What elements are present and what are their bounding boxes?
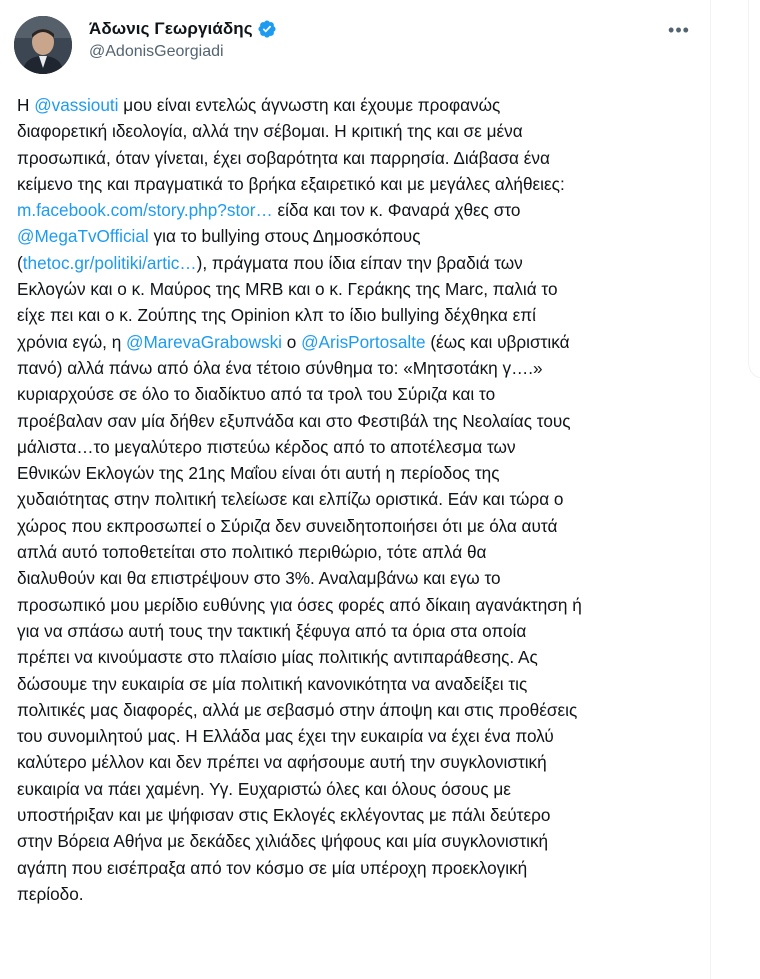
tweet-text-line <box>17 592 703 618</box>
tweet-text-line <box>17 723 703 749</box>
tweet-text-segment: για να σπάσω αυτή τους την τακτική ξέφυγα από τα όρια στα οποία <box>17 620 527 641</box>
tweet-text-segment: υποστήριξαν και με ψήφισαν στις Εκλογές εκλέγοντας με πάλι δεύτερο <box>17 805 551 826</box>
tweet-text-segment: αγάπη που εισέπραξα από τον κόσμο σε μία υπέροχη προεκλογική <box>17 857 528 878</box>
tweet-text-segment: χυδαιότητας στην πολιτική τελείωσε και ελπίζω οριστικά. Εάν και τώρα ο <box>17 489 564 510</box>
tweet-text-segment: ευκαιρία να πάει χαμένη. Υγ. Ευχαριστώ όλες και όλους όσους με <box>17 778 511 799</box>
tweet-text-line <box>17 776 703 802</box>
tweet-text-segment: πολιτικές μας διαφορές, αλλά με σεβασμό στην άποψη και στις προθέσεις <box>17 699 578 720</box>
tweet-text-segment: χρόνια εγώ, η <box>17 331 127 352</box>
tweet-text-line <box>17 802 703 828</box>
tweet-text-segment: πανό) αλλά πάνω από όλα ένα τέτοιο σύνθημα το: «Μητσοτάκη γ….» <box>17 357 543 378</box>
tweet-text-line <box>17 118 703 144</box>
tweet-text-segment: είδα και τον κ. Φαναρά χθες στο <box>272 200 521 221</box>
tweet-text-segment: για το bullying στους Δημοσκόπους <box>148 226 421 247</box>
tweet-text-segment: κείμενο της και πραγματικά το βρήκα εξαιρετικό και με μεγάλες αλήθειες: <box>17 173 565 194</box>
tweet-text-line <box>17 302 703 328</box>
verified-badge-icon[interactable] <box>257 19 277 39</box>
tweet-text-segment: ), πράγματα που ίδια είπαν την βραδιά των <box>196 252 523 273</box>
tweet-text-segment: κυριαρχούσε σε όλο το διαδίκτυο από τα τρολ του Σύριζα και το <box>17 384 496 405</box>
tweet-text-line <box>17 513 703 539</box>
sidebar-card <box>748 0 760 379</box>
tweet-text-line <box>17 565 703 591</box>
tweet-text-segment: προσωπικά, όταν γίνεται, έχει σοβαρότητα και παρρησία. Διάβασα ένα <box>17 147 550 168</box>
tweet-text-segment: στην Βόρεια Αθήνα με δεκάδες χιλιάδες ψήφους και μία συγκλονιστική <box>17 831 549 852</box>
tweet-text-segment: (έως και υβριστικά <box>425 331 570 352</box>
mention-link[interactable]: @MegaTvOfficial <box>17 226 149 247</box>
tweet-text-segment: Εκλογών και ο κ. Μαύρος της MRB και ο κ. Γεράκης της Marc, παλιά το <box>17 279 558 300</box>
tweet-text-line <box>17 881 703 907</box>
url-link[interactable]: thetoc.gr/politiki/artic… <box>22 252 197 273</box>
tweet-text-segment: μου είναι εντελώς άγνωστη και έχουμε προφανώς <box>118 95 501 115</box>
tweet-text-segment: προέβαλαν σαν μία δήθεν εξυπνάδα και στο Φεστιβάλ της Νεολαίας τους <box>17 410 571 431</box>
tweet-text-line <box>17 618 703 644</box>
tweet-text-line <box>17 749 703 775</box>
tweet-text-line <box>17 276 703 302</box>
tweet-text-line <box>17 408 703 434</box>
tweet-text-line <box>17 486 703 512</box>
tweet-text-segment: διαλυθούν και θα επιστρέψουν στο 3%. Αναλαμβάνω και εγω το <box>17 568 501 589</box>
tweet-text-segment: διαφορετική ιδεολογία, αλλά την σέβομαι. Η κριτική της και σε μένα <box>17 121 523 142</box>
tweet-text-line <box>17 250 703 276</box>
tweet-text-segment: Η <box>17 95 35 115</box>
tweet-text-line <box>17 434 703 460</box>
tweet-text-segment: καλύτερο μέλλον και δεν πρέπει να αφήσουμε αυτή την συγκλονιστική <box>17 752 547 773</box>
tweet-text-segment: δώσουμε την ευκαιρία σε μία πολιτική κανονικότητα να αναδείξει τις <box>17 673 528 694</box>
url-link[interactable]: m.facebook.com/story.php?stor… <box>17 200 273 221</box>
tweet-text-segment: μάλιστα…το μεγαλύτερο πιστεύω κέρδος από το αποτέλεσμα των <box>17 436 516 457</box>
tweet-text-line <box>17 381 703 407</box>
tweet-text-segment: είχε πει και ο κ. Ζούπης της Opinion κλπ το ίδιο bullying δέχθηκα επί <box>17 305 536 326</box>
tweet-text-line <box>17 145 703 171</box>
tweet-text-line <box>17 828 703 854</box>
tweet-text-line <box>17 355 703 381</box>
tweet-text-line <box>17 671 703 697</box>
name-row <box>89 17 277 41</box>
display-name[interactable]: Άδωνις Γεωργιάδης <box>89 19 253 38</box>
tweet-text-segment: ο <box>282 331 302 352</box>
tweet-text-segment: χώρος που εκπροσωπεί ο Σύριζα δεν συνειδητοποιήσει ότι με όλα αυτά <box>17 515 558 536</box>
tweet-text-segment: Εθνικών Εκλογών της 21ης Μαΐου είναι ότι αυτή η περίοδος της <box>17 463 500 484</box>
tweet-text-segment: περίοδο. <box>17 883 84 904</box>
mention-link[interactable]: @vassiouti <box>34 95 119 115</box>
mention-link[interactable]: @ArisPortosalte <box>301 331 426 352</box>
tweet-text-line <box>17 329 703 355</box>
more-icon[interactable]: ••• <box>668 19 690 40</box>
tweet-text-line <box>17 171 703 197</box>
tweet-text-line <box>17 460 703 486</box>
tweet-text-segment: του συνομιλητού μας. Η Ελλάδα μας έχει την ευκαιρία να έχει ένα πολύ <box>17 726 554 747</box>
avatar[interactable] <box>14 16 72 74</box>
tweet-text-line <box>17 697 703 723</box>
tweet-text-line <box>17 92 703 118</box>
tweet-text-segment: απλά αυτό τοποθετείται στο πολιτικό περιθώριο, τότε απλά θα <box>17 542 487 563</box>
tweet-text-line <box>17 223 703 249</box>
tweet-text-line <box>17 539 703 565</box>
tweet-text-segment: προσωπικό μου μερίδιο ευθύνης για όσες φορές από δίκαιη αγανάκτηση ή <box>17 594 582 615</box>
tweet-text-line <box>17 855 703 881</box>
tweet-text-line <box>17 644 703 670</box>
tweet-text-line <box>17 197 703 223</box>
tweet-text-segment: πρέπει να κινούμαστε στο πλαίσιο μίας πολιτικής αντιπαράθεσης. Ας <box>17 647 538 668</box>
mention-link[interactable]: @MarevaGrabowski <box>126 331 282 352</box>
author-block <box>89 17 277 63</box>
handle[interactable]: @AdonisGeorgiadi <box>89 43 224 60</box>
tweet-text <box>17 92 703 907</box>
avatar-image <box>14 16 72 74</box>
tweet-text-segment: ( <box>17 252 23 273</box>
